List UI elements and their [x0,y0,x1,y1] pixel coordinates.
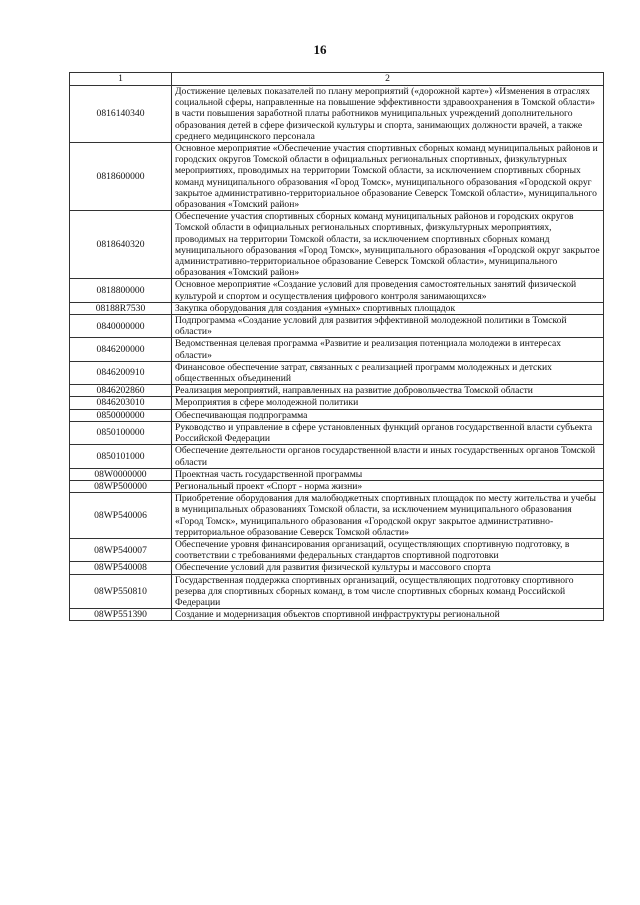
row-description: Приобретение оборудования для малобюджетных спортивных площадок по месту жительства и учебы в муниципальных образованиях Томской области, за исключением муниципального образования «Город Томск», муниципального образования «Городской округ закрытое административно-территориальное образование Северск Томской области» [172,493,604,539]
row-description: Создание и модернизация объектов спортивной инфраструктуры региональной [172,609,604,621]
row-code: 0846203010 [70,397,172,409]
row-description: Обеспечение уровня финансирования организаций, осуществляющих спортивную подготовку, в соответствии с требованиями федеральных стандартов спортивной подготовки [172,538,604,561]
table-row [70,609,604,621]
row-description: Финансовое обеспечение затрат, связанных с реализацией программ молодежных и детских общественных объединений [172,361,604,384]
row-code: 08WP550810 [70,574,172,609]
budget-classification-table [69,72,604,621]
table-row [70,480,604,492]
table-row [70,211,604,279]
row-code: 08WP540007 [70,538,172,561]
table-row [70,409,604,421]
row-code: 0818600000 [70,143,172,211]
row-code: 0850000000 [70,409,172,421]
table-row [70,302,604,314]
column-header-name: 2 [172,73,604,86]
row-code: 0840000000 [70,315,172,338]
table-header-row [70,73,604,86]
row-description: Обеспечение участия спортивных сборных команд муниципальных районов и городских округов Томской области в официальных региональных спортивных, физкультурных мероприятиях, проводимых на территории Томской области, за исключением спортивных сборных команд муниципального образования «Город Томск», муниципального образования «Городской округ закрытое административно-территориальное образование Северск Томской области», муниципального образования «Томский район» [172,211,604,279]
row-description: Руководство и управление в сфере установленных функций органов государственной власти субъекта Российской Федерации [172,421,604,444]
row-code: 08W0000000 [70,468,172,480]
row-description: Достижение целевых показателей по плану мероприятий («дорожной карте») «Изменения в отраслях социальной сферы, направленные на повышение эффективности здравоохранения в Томской области» в части повышения заработной платы работников муниципальных учреждений дополнительного образования детей в сфере физической культуры и спорта, занимающих должности врачей, а также среднего медицинского персонала [172,86,604,143]
row-description: Основное мероприятие «Обеспечение участия спортивных сборных команд муниципальных районов и городских округов Томской области в официальных региональных спортивных, физкультурных мероприятиях, проводимых на территории Томской области, за исключением спортивных сборных команд муниципального образования «Город Томск», муниципального образования «Городской округ закрытое административно-территориальное образование Северск Томской области», муниципального образования «Томский район» [172,143,604,211]
row-description: Ведомственная целевая программа «Развитие и реализация потенциала молодежи в интересах области» [172,338,604,361]
row-description: Региональный проект «Спорт - норма жизни» [172,480,604,492]
table-row [70,279,604,302]
table-row [70,86,604,143]
row-code: 08188R7530 [70,302,172,314]
row-code: 0850100000 [70,421,172,444]
row-code: 0850101000 [70,445,172,468]
table-row [70,143,604,211]
row-description: Подпрограмма «Создание условий для развития эффективной молодежной политики в Томской области» [172,315,604,338]
row-code: 0818640320 [70,211,172,279]
table-row [70,538,604,561]
page-number: 16 [313,42,327,57]
row-code: 0816140340 [70,86,172,143]
row-code: 0846200000 [70,338,172,361]
row-description: Обеспечение условий для развития физической культуры и массового спорта [172,562,604,574]
row-description: Обеспечивающая подпрограмма [172,409,604,421]
row-description: Мероприятия в сфере молодежной политики [172,397,604,409]
row-description: Закупка оборудования для создания «умных» спортивных площадок [172,302,604,314]
row-code: 0818800000 [70,279,172,302]
table-row [70,562,604,574]
column-header-code: 1 [70,73,172,86]
table-row [70,397,604,409]
row-code: 08WP500000 [70,480,172,492]
row-description: Государственная поддержка спортивных организаций, осуществляющих подготовку спортивного резерва для спортивных сборных команд, в том числе спортивных сборных команд Российской Федерации [172,574,604,609]
table-row [70,574,604,609]
row-description: Обеспечение деятельности органов государственной власти и иных государственных органов Томской области [172,445,604,468]
table-row [70,445,604,468]
table-row [70,361,604,384]
row-code: 08WP540006 [70,493,172,539]
table-row [70,421,604,444]
row-code: 08WP540008 [70,562,172,574]
table-row [70,468,604,480]
row-description: Проектная часть государственной программы [172,468,604,480]
row-description: Основное мероприятие «Создание условий для проведения самостоятельных занятий физической культурой и спортом и осуществления цифрового контроля занимающихся» [172,279,604,302]
table-row [70,493,604,539]
row-code: 0846202860 [70,385,172,397]
table-row [70,338,604,361]
table-row [70,315,604,338]
row-code: 08WP551390 [70,609,172,621]
table-row [70,385,604,397]
row-description: Реализация мероприятий, направленных на развитие добровольчества Томской области [172,385,604,397]
row-code: 0846200910 [70,361,172,384]
